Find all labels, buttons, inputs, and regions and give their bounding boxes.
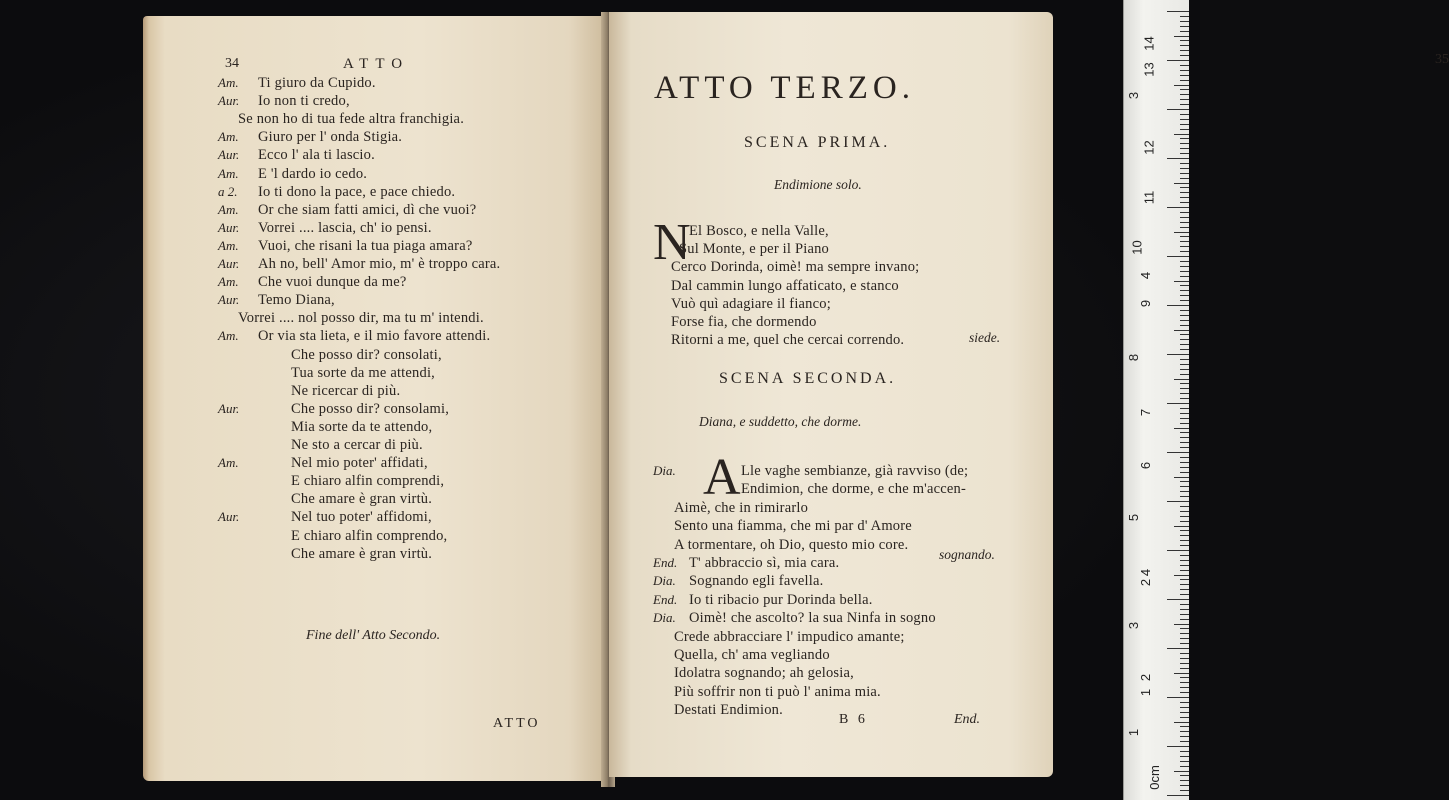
speaker-label: Am. [218, 129, 239, 145]
ruler-tick [1167, 207, 1189, 208]
ruler-tick [1180, 731, 1189, 732]
ruler-tick [1180, 349, 1189, 350]
ruler-tick [1180, 663, 1189, 664]
ruler-tick [1180, 472, 1189, 473]
ruler-tick [1180, 702, 1189, 703]
ruler-tick [1180, 271, 1189, 272]
verse-line: Endimion, che dorme, e che m'accen- [741, 481, 967, 498]
ruler-tick [1180, 315, 1189, 316]
ruler-tick [1174, 281, 1189, 282]
ruler-label: 3 [1126, 621, 1142, 630]
ruler-label: 0cm [1146, 765, 1162, 790]
verse-line: Io ti dono la pace, e pace chiedo. [258, 183, 456, 200]
ruler-tick [1180, 614, 1189, 615]
ruler-tick [1180, 369, 1189, 370]
ruler-tick [1180, 545, 1189, 546]
ruler-tick [1180, 521, 1189, 522]
ruler-label: 8 [1126, 353, 1142, 362]
verse-line: Giuro per l' onda Stigia. [258, 129, 403, 146]
verse-line: Vorrei .... lascia, ch' io pensi. [258, 219, 432, 236]
ruler-tick [1180, 442, 1189, 443]
speaker-label: Am. [218, 455, 239, 471]
ruler-tick [1180, 89, 1189, 90]
ruler-tick [1174, 379, 1189, 380]
ruler-tick [1180, 457, 1189, 458]
verse-line: Che posso dir? consolati, [291, 346, 442, 363]
verse-line: Ne ricercar di più. [291, 382, 401, 399]
ruler-tick [1180, 628, 1189, 629]
ruler-label: 14 [1141, 36, 1157, 51]
dropcap-a: A [703, 449, 741, 506]
ruler-label: 2 [1138, 673, 1154, 682]
ruler-tick [1180, 633, 1189, 634]
ruler-tick [1180, 677, 1189, 678]
ruler-tick [1180, 266, 1189, 267]
ruler-tick [1180, 202, 1189, 203]
ruler-tick [1167, 550, 1189, 551]
ruler-tick [1180, 75, 1189, 76]
ruler-tick [1180, 295, 1189, 296]
speaker-label: Am. [218, 274, 239, 290]
speaker-label: Aur. [218, 147, 240, 163]
ruler-tick [1180, 560, 1189, 561]
ruler-tick [1174, 36, 1189, 37]
ruler-tick [1174, 330, 1189, 331]
dropcap-n: N [653, 214, 691, 271]
ruler-tick [1180, 163, 1189, 164]
scene2-stage-direction: Diana, e suddetto, che dorme. [699, 414, 862, 429]
stage-direction-sognando: sognando. [939, 547, 995, 562]
ruler-tick [1180, 535, 1189, 536]
ruler-tick [1180, 45, 1189, 46]
ruler-tick [1180, 217, 1189, 218]
ruler-tick [1180, 511, 1189, 512]
ruler-tick [1180, 119, 1189, 120]
verse-line: Sognando egli favella. [689, 573, 824, 590]
ruler-tick [1180, 40, 1189, 41]
ruler-tick [1180, 290, 1189, 291]
ruler-tick [1180, 261, 1189, 262]
ruler-tick [1180, 726, 1189, 727]
ruler-tick [1180, 65, 1189, 66]
ruler-tick [1180, 227, 1189, 228]
verse-line: Vuò quì adagiare il fianco; [671, 295, 831, 312]
ruler-tick [1180, 687, 1189, 688]
ruler-tick [1167, 746, 1189, 747]
ruler-tick [1167, 256, 1189, 257]
left-page [143, 16, 606, 781]
signature-mark: B 6 [839, 712, 868, 727]
stage-direction-siede: siede. [969, 330, 1001, 345]
ruler-tick [1180, 285, 1189, 286]
speaker-label: Aur. [218, 219, 240, 235]
end-of-act-note: Fine dell' Atto Secondo. [306, 628, 441, 643]
ruler-tick [1174, 134, 1189, 135]
ruler-tick [1180, 104, 1189, 105]
ruler-tick [1174, 624, 1189, 625]
ruler-tick [1180, 178, 1189, 179]
verse-line: Sento una fiamma, che mi par d' Amore [674, 518, 912, 535]
ruler-tick [1180, 212, 1189, 213]
ruler-tick [1180, 222, 1189, 223]
ruler-tick [1167, 11, 1189, 12]
verse-line: Or che siam fatti amici, dì che vuoi? [258, 201, 477, 218]
ruler-tick [1180, 80, 1189, 81]
ruler-tick [1180, 31, 1189, 32]
speaker-label: End. [653, 591, 678, 607]
ruler-label: 1 [1126, 728, 1142, 737]
ruler-tick [1167, 452, 1189, 453]
ruler-tick [1167, 795, 1189, 796]
ruler-tick [1180, 124, 1189, 125]
ruler-tick [1180, 50, 1189, 51]
verse-line: Ritorni a me, quel che cercai correndo. [671, 332, 905, 349]
ruler-label: 5 [1126, 513, 1142, 522]
ruler-tick [1180, 359, 1189, 360]
ruler-tick [1180, 447, 1189, 448]
ruler-label: 6 [1138, 461, 1154, 470]
ruler-tick [1174, 771, 1189, 772]
ruler-label: 11 [1141, 190, 1157, 205]
running-head: ATTO [343, 56, 410, 72]
ruler-tick [1180, 756, 1189, 757]
ruler-tick [1180, 344, 1189, 345]
ruler-label: 1 [1138, 688, 1154, 697]
ruler-tick [1180, 339, 1189, 340]
ruler-tick [1180, 736, 1189, 737]
ruler-tick [1180, 594, 1189, 595]
ruler-tick [1180, 467, 1189, 468]
ruler-tick [1180, 653, 1189, 654]
ruler-tick [1180, 432, 1189, 433]
ruler-tick [1180, 516, 1189, 517]
speaker-label: Aur. [218, 400, 240, 416]
ruler-tick [1174, 477, 1189, 478]
ruler-tick [1180, 643, 1189, 644]
verse-line: Forse fia, che dormendo [671, 314, 817, 330]
ruler-tick [1174, 183, 1189, 184]
verse-line: Che amare è gran virtù. [291, 491, 433, 508]
ruler-tick [1167, 501, 1189, 502]
ruler-tick [1180, 70, 1189, 71]
verse-line: Io non ti credo, [258, 93, 350, 110]
verse-line: Ti giuro da Cupido. [258, 75, 376, 91]
scene1-stage-direction: Endimione solo. [774, 177, 862, 192]
ruler-tick [1180, 579, 1189, 580]
speaker-label: a 2. [218, 183, 238, 199]
speaker-label: Dia. [653, 573, 676, 589]
ruler-tick [1180, 619, 1189, 620]
verse-line: E 'l dardo io cedo. [258, 165, 368, 182]
speaker-label: Am. [218, 165, 239, 181]
verse-line: A tormentare, oh Dio, questo mio core. [674, 536, 909, 553]
ruler-tick [1180, 761, 1189, 762]
ruler-tick [1174, 722, 1189, 723]
speaker-label: Aur. [218, 509, 240, 525]
ruler-tick [1180, 707, 1189, 708]
speaker-label: Am. [218, 328, 239, 344]
speaker-label: Dia. [653, 463, 676, 478]
page-number-left: 34 [225, 56, 239, 71]
ruler-tick [1180, 462, 1189, 463]
verse-line: Destati Endimion. [674, 702, 783, 719]
ruler-tick [1174, 526, 1189, 527]
ruler-tick [1180, 55, 1189, 56]
ruler-tick [1180, 413, 1189, 414]
ruler-tick [1180, 604, 1189, 605]
ruler-tick [1180, 437, 1189, 438]
ruler-tick [1180, 423, 1189, 424]
catchword-left: ATTO [493, 716, 541, 731]
ruler-tick [1180, 766, 1189, 767]
verse-line: Oimè! che ascolto? la sua Ninfa in sogno [689, 610, 936, 627]
verse-line: T' abbraccio sì, mia cara. [689, 555, 840, 571]
verse-line: Mia sorte da te attendo, [291, 418, 433, 435]
ruler-tick [1180, 364, 1189, 365]
ruler-tick [1180, 496, 1189, 497]
ruler-tick [1180, 668, 1189, 669]
ruler-label: 3 [1126, 91, 1142, 100]
verse-line: Ecco l' ala ti lascio. [258, 147, 375, 164]
ruler-tick [1180, 393, 1189, 394]
ruler-tick [1180, 153, 1189, 154]
ruler-tick [1180, 712, 1189, 713]
ruler-tick [1180, 173, 1189, 174]
speaker-label: End. [653, 555, 678, 570]
verse-line: E chiaro alfin comprendi, [291, 473, 445, 490]
ruler-tick [1180, 741, 1189, 742]
verse-line: Tua sorte da me attendi, [291, 364, 436, 381]
ruler-tick [1180, 589, 1189, 590]
speaker-label: Aur. [218, 292, 240, 308]
ruler-label: 2 [1138, 578, 1154, 587]
verse-line: Sul Monte, e per il Piano [679, 241, 829, 258]
ruler-tick [1180, 374, 1189, 375]
ruler-tick [1180, 540, 1189, 541]
ruler-tick [1180, 99, 1189, 100]
ruler-tick [1180, 276, 1189, 277]
verse-line: Che vuoi dunque da me? [258, 274, 407, 291]
ruler-tick [1180, 418, 1189, 419]
verse-line: Vuoi, che risani la tua piaga amara? [258, 237, 473, 254]
verse-line: El Bosco, e nella Valle, [689, 223, 829, 239]
ruler-tick [1167, 354, 1189, 355]
ruler-tick [1180, 388, 1189, 389]
ruler-tick [1180, 717, 1189, 718]
ruler-tick [1180, 26, 1189, 27]
ruler-tick [1180, 785, 1189, 786]
ruler-tick [1180, 638, 1189, 639]
ruler-tick [1180, 114, 1189, 115]
verse-line: Nel tuo poter' affidomi, [291, 509, 432, 526]
ruler-tick [1180, 300, 1189, 301]
ruler-tick [1167, 158, 1189, 159]
catchword-right: End. [954, 712, 981, 727]
ruler-tick [1180, 334, 1189, 335]
ruler-tick [1180, 197, 1189, 198]
ruler-tick [1180, 609, 1189, 610]
ruler-tick [1180, 16, 1189, 17]
ruler-tick [1174, 428, 1189, 429]
verse-line: Nel mio poter' affidati, [291, 455, 428, 472]
speaker-label: Aur. [218, 93, 240, 109]
ruler-tick [1167, 403, 1189, 404]
ruler-tick [1174, 575, 1189, 576]
ruler-tick [1167, 60, 1189, 61]
ruler-tick [1180, 398, 1189, 399]
verse-line: Or via sta lieta, e il mio favore attendi. [258, 328, 491, 345]
verse-line: Più soffrir non ti può l' anima mia. [674, 683, 881, 700]
speaker-label: Dia. [653, 610, 676, 626]
ruler-tick [1174, 673, 1189, 674]
verse-line: Temo Diana, [258, 292, 335, 309]
ruler-tick [1167, 599, 1189, 600]
verse-line: Che posso dir? consolami, [291, 400, 450, 417]
ruler-label: 9 [1138, 299, 1154, 308]
speaker-label: Aur. [218, 256, 240, 271]
ruler-tick [1180, 751, 1189, 752]
ruler-tick [1180, 320, 1189, 321]
scene2-title: SCENA SECONDA. [719, 370, 897, 387]
ruler-tick [1180, 21, 1189, 22]
ruler-tick [1180, 682, 1189, 683]
ruler-tick [1174, 232, 1189, 233]
ruler-tick [1180, 565, 1189, 566]
verse-line: Crede abbracciare l' impudico amante; [674, 628, 905, 645]
ruler-tick [1180, 187, 1189, 188]
ruler-tick [1180, 310, 1189, 311]
verse-line: Aimè, che in rimirarlo [674, 499, 809, 516]
speaker-label: Am. [218, 201, 239, 217]
verse-line: Che amare è gran virtù. [291, 545, 433, 562]
page-number-right: 35 [1435, 52, 1449, 67]
ruler-tick [1167, 305, 1189, 306]
ruler-tick [1180, 780, 1189, 781]
ruler-tick [1180, 94, 1189, 95]
verse-line: Idolatra sognando; ah gelosia, [674, 665, 854, 682]
ruler-tick [1180, 129, 1189, 130]
ruler-tick [1167, 109, 1189, 110]
verse-line: E chiaro alfin comprendo, [291, 527, 448, 544]
verse-line: Cerco Dorinda, oimè! ma sempre invano; [671, 259, 920, 276]
ruler-tick [1180, 555, 1189, 556]
verse-line: Quella, ch' ama vegliando [674, 647, 830, 663]
ruler-tick [1180, 658, 1189, 659]
ruler-tick [1180, 325, 1189, 326]
ruler-tick [1180, 241, 1189, 242]
ruler-tick [1180, 236, 1189, 237]
ruler-label: 13 [1141, 62, 1157, 77]
ruler-tick [1180, 408, 1189, 409]
ruler-tick [1180, 383, 1189, 384]
speaker-label: Am. [218, 75, 239, 90]
ruler-tick [1180, 506, 1189, 507]
ruler-tick [1180, 192, 1189, 193]
ruler-label: 7 [1138, 408, 1154, 417]
verse-line: Ne sto a cercar di più. [291, 437, 423, 453]
ruler-tick [1180, 570, 1189, 571]
verse-line: Se non ho di tua fede altra franchigia. [238, 111, 465, 128]
ruler-tick [1180, 692, 1189, 693]
verse-line: Io ti ribacio pur Dorinda bella. [689, 591, 873, 608]
verse-line: Ah no, bell' Amor mio, m' è troppo cara. [258, 256, 501, 272]
ruler-tick [1167, 697, 1189, 698]
ruler-tick [1174, 85, 1189, 86]
scene1-title: SCENA PRIMA. [744, 134, 891, 151]
ruler-tick [1180, 138, 1189, 139]
ruler-tick [1180, 251, 1189, 252]
ruler-tick [1180, 246, 1189, 247]
verse-line: Vorrei .... nol posso dir, ma tu m' intendi. [238, 310, 484, 327]
verse-line: Dal cammin lungo affaticato, e stanco [671, 277, 899, 294]
ruler-tick [1180, 790, 1189, 791]
ruler-tick [1180, 486, 1189, 487]
ruler-label: 4 [1138, 568, 1154, 577]
ruler-tick [1180, 143, 1189, 144]
ruler-tick [1180, 584, 1189, 585]
ruler-tick [1180, 491, 1189, 492]
measuring-ruler [1123, 0, 1189, 800]
ruler-label: 4 [1138, 271, 1154, 280]
ruler-tick [1180, 481, 1189, 482]
ruler-label: 10 [1129, 240, 1145, 255]
speaker-label: Am. [218, 237, 239, 253]
act-title: ATTO TERZO. [654, 70, 915, 106]
ruler-tick [1167, 648, 1189, 649]
ruler-tick [1180, 168, 1189, 169]
ruler-tick [1180, 148, 1189, 149]
ruler-label: 12 [1141, 140, 1157, 155]
verse-line: Lle vaghe sembianze, già ravviso (de; [741, 463, 969, 479]
ruler-tick [1180, 775, 1189, 776]
ruler-tick [1180, 530, 1189, 531]
